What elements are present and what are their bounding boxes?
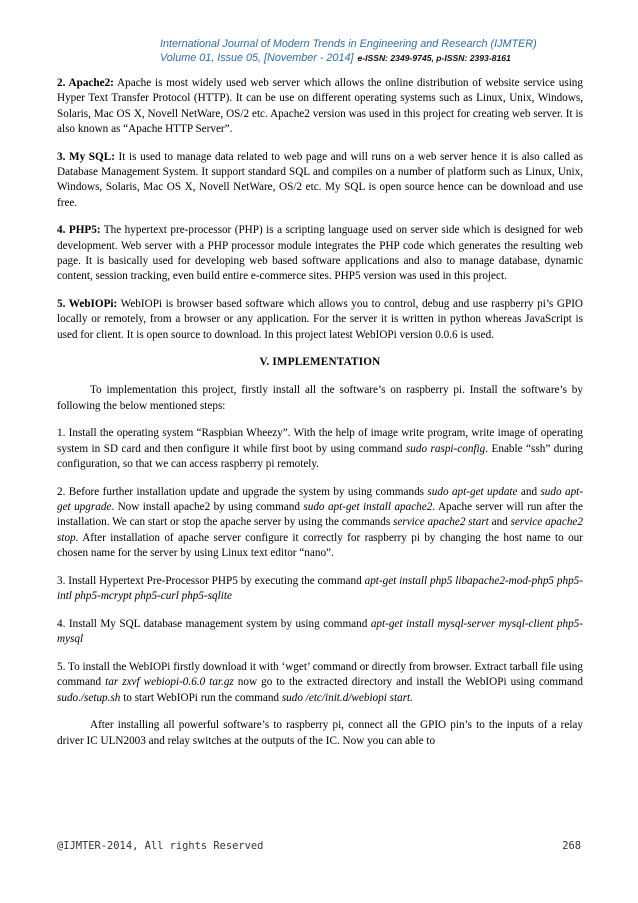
text-apache2: Apache is most widely used web server which allows the online distribution of website service using Hyper Text Transfer Protocol (HTTP). It can be use on different operating systems such as Linux, Unix, Windows, Solaris, Mac OS X, Novell NetWare, OS/2 etc. Apache2 version was used in this project for creating web server. It is also known as “Apache HTTP Server”.: [57, 77, 583, 135]
term-php5: 4. PHP5:: [57, 224, 101, 237]
step1-text-1: 1. Install the operating system “Raspbian Wheezy”. With the help of image write program, write image of operating system in SD card and then configure it while first boot by using command: [57, 427, 583, 455]
step2-text-1: 2. Before further installation update and upgrade the system by using commands: [57, 485, 428, 498]
step2-text-4: Apache server will run after the installation. We can start or stop the apache server by using the commands: [57, 501, 583, 529]
step2-command-1: sudo apt-get update: [427, 485, 518, 498]
step2-text-6: After installation of apache server configure it correctly for raspberry pi by changing the host name to our chosen name for the server by using Linux text editor “nano”.: [57, 531, 583, 559]
text-php5: The hypertext pre-processor (PHP) is a scripting language used on server side which is designed for web development. Web server with a PHP processor module integrates the PHP code which generates the resulting web page. It is basically used for developing web based software applications and also to manage database, dynamic content, session tracking, even build entire e-commerce sites. PHP5 version was used in this project.: [57, 224, 583, 283]
step2-command-3: sudo apt-get install apache2.: [303, 501, 436, 514]
step5-command-1: tar zxvf webiopi-0.6.0 tar.gz: [105, 676, 234, 689]
paragraph-implementation-intro: To implementation this project, firstly install all the software’s on raspberry pi. Install the software’s by following the below mentioned steps:: [57, 384, 583, 412]
step2-command-5: service apache2 stop.: [57, 516, 583, 544]
paragraph-mysql: [57, 150, 583, 211]
step5-text-2: now go to the extracted directory and install the WebIOPi using command: [233, 676, 583, 689]
paragraph-step-2: [57, 485, 583, 561]
paragraph-step-4: [57, 617, 583, 648]
paragraph-step-1: [57, 426, 583, 472]
step2-command-4: service apache2 start: [393, 516, 489, 529]
step4-command-1: apt-get install mysql-server mysql-client php5-mysql: [57, 617, 583, 646]
section-heading-implementation: V. IMPLEMENTATION: [259, 356, 381, 369]
step5-command-3: sudo /etc/init.d/webiopi start.: [281, 691, 413, 704]
footer-copyright: @IJMTER-2014, All rights Reserved: [57, 840, 264, 852]
step2-text-2: and: [517, 485, 541, 498]
step1-text-2: . Enable “ssh” during configuration, so that we can access raspberry pi remotely.: [57, 442, 583, 470]
footer-page-number: 268: [562, 840, 581, 852]
term-apache2: 2. Apache2:: [57, 77, 114, 89]
step5-command-2: sudo./setup.sh: [57, 691, 121, 704]
step4-text-1: 4. Install My SQL database management system by using command: [57, 617, 371, 630]
step2-command-2: sudo apt-get upgrade: [57, 485, 584, 514]
journal-header: [160, 37, 596, 65]
paragraph-step-3: [57, 574, 583, 605]
step5-text-3: to start WebIOPi run the command: [120, 691, 282, 704]
journal-volume-line: [160, 51, 596, 65]
text-webiopi: WebIOPi is browser based software which allows you to control, debug and use raspberry pi’s GPIO locally or remotely, from a browser or any application. For the server it is written in python whereas JavaScript is used for client. It is open source to download. In this project latest WebIOPi version 0.0.6 is used.: [57, 298, 583, 341]
paragraph-webiopi: [57, 297, 583, 343]
page-content: [57, 76, 583, 761]
issn-info: e-ISSN: 2349-9745, p-ISSN: 2393-8161: [357, 53, 511, 63]
journal-title: International Journal of Modern Trends in Engineering and Research (IJMTER): [160, 38, 537, 50]
term-webiopi: 5. WebIOPi:: [57, 298, 118, 311]
paragraph-php5: [57, 223, 583, 284]
step2-text-3: . Now install apache2 by using command: [111, 501, 304, 514]
term-mysql: 3. My SQL:: [57, 150, 115, 163]
step3-text-1: 3. Install Hypertext Pre-Processor PHP5 by executing the command: [57, 574, 365, 587]
paragraph-apache2: [57, 76, 583, 137]
step3-command-1: apt-get install php5 libapache2-mod-php5 php5-intl php5-mcrypt php5-curl php5-sqlite: [57, 574, 583, 603]
page-footer: [57, 840, 581, 852]
paragraph-closing: After installing all powerful software’s to raspberry pi, connect all the GPIO pin’s to the inputs of a relay driver IC ULN2003 and relay switches at the outputs of the IC. Now you can able to: [57, 719, 583, 747]
text-mysql: It is used to manage data related to web page and will runs on a web server hence it is also called as Database Management System. It support standard SQL and compiles on a number of platform such as Linux, Unix, Windows, Solaris, Mac OS X, Novell NetWare, OS/2 etc. My SQL is open source hence can be download and use free.: [57, 150, 583, 209]
paragraph-step-5: [57, 660, 583, 706]
step5-text-1: 5. To install the WebIOPi firstly download it with ‘wget’ command or directly from browser. Extract tarball file using command: [57, 660, 583, 689]
step2-text-5: and: [488, 516, 511, 529]
volume-info: Volume 01, Issue 05, [November - 2014]: [160, 52, 354, 64]
step1-command-1: sudo raspi-config: [405, 442, 486, 455]
